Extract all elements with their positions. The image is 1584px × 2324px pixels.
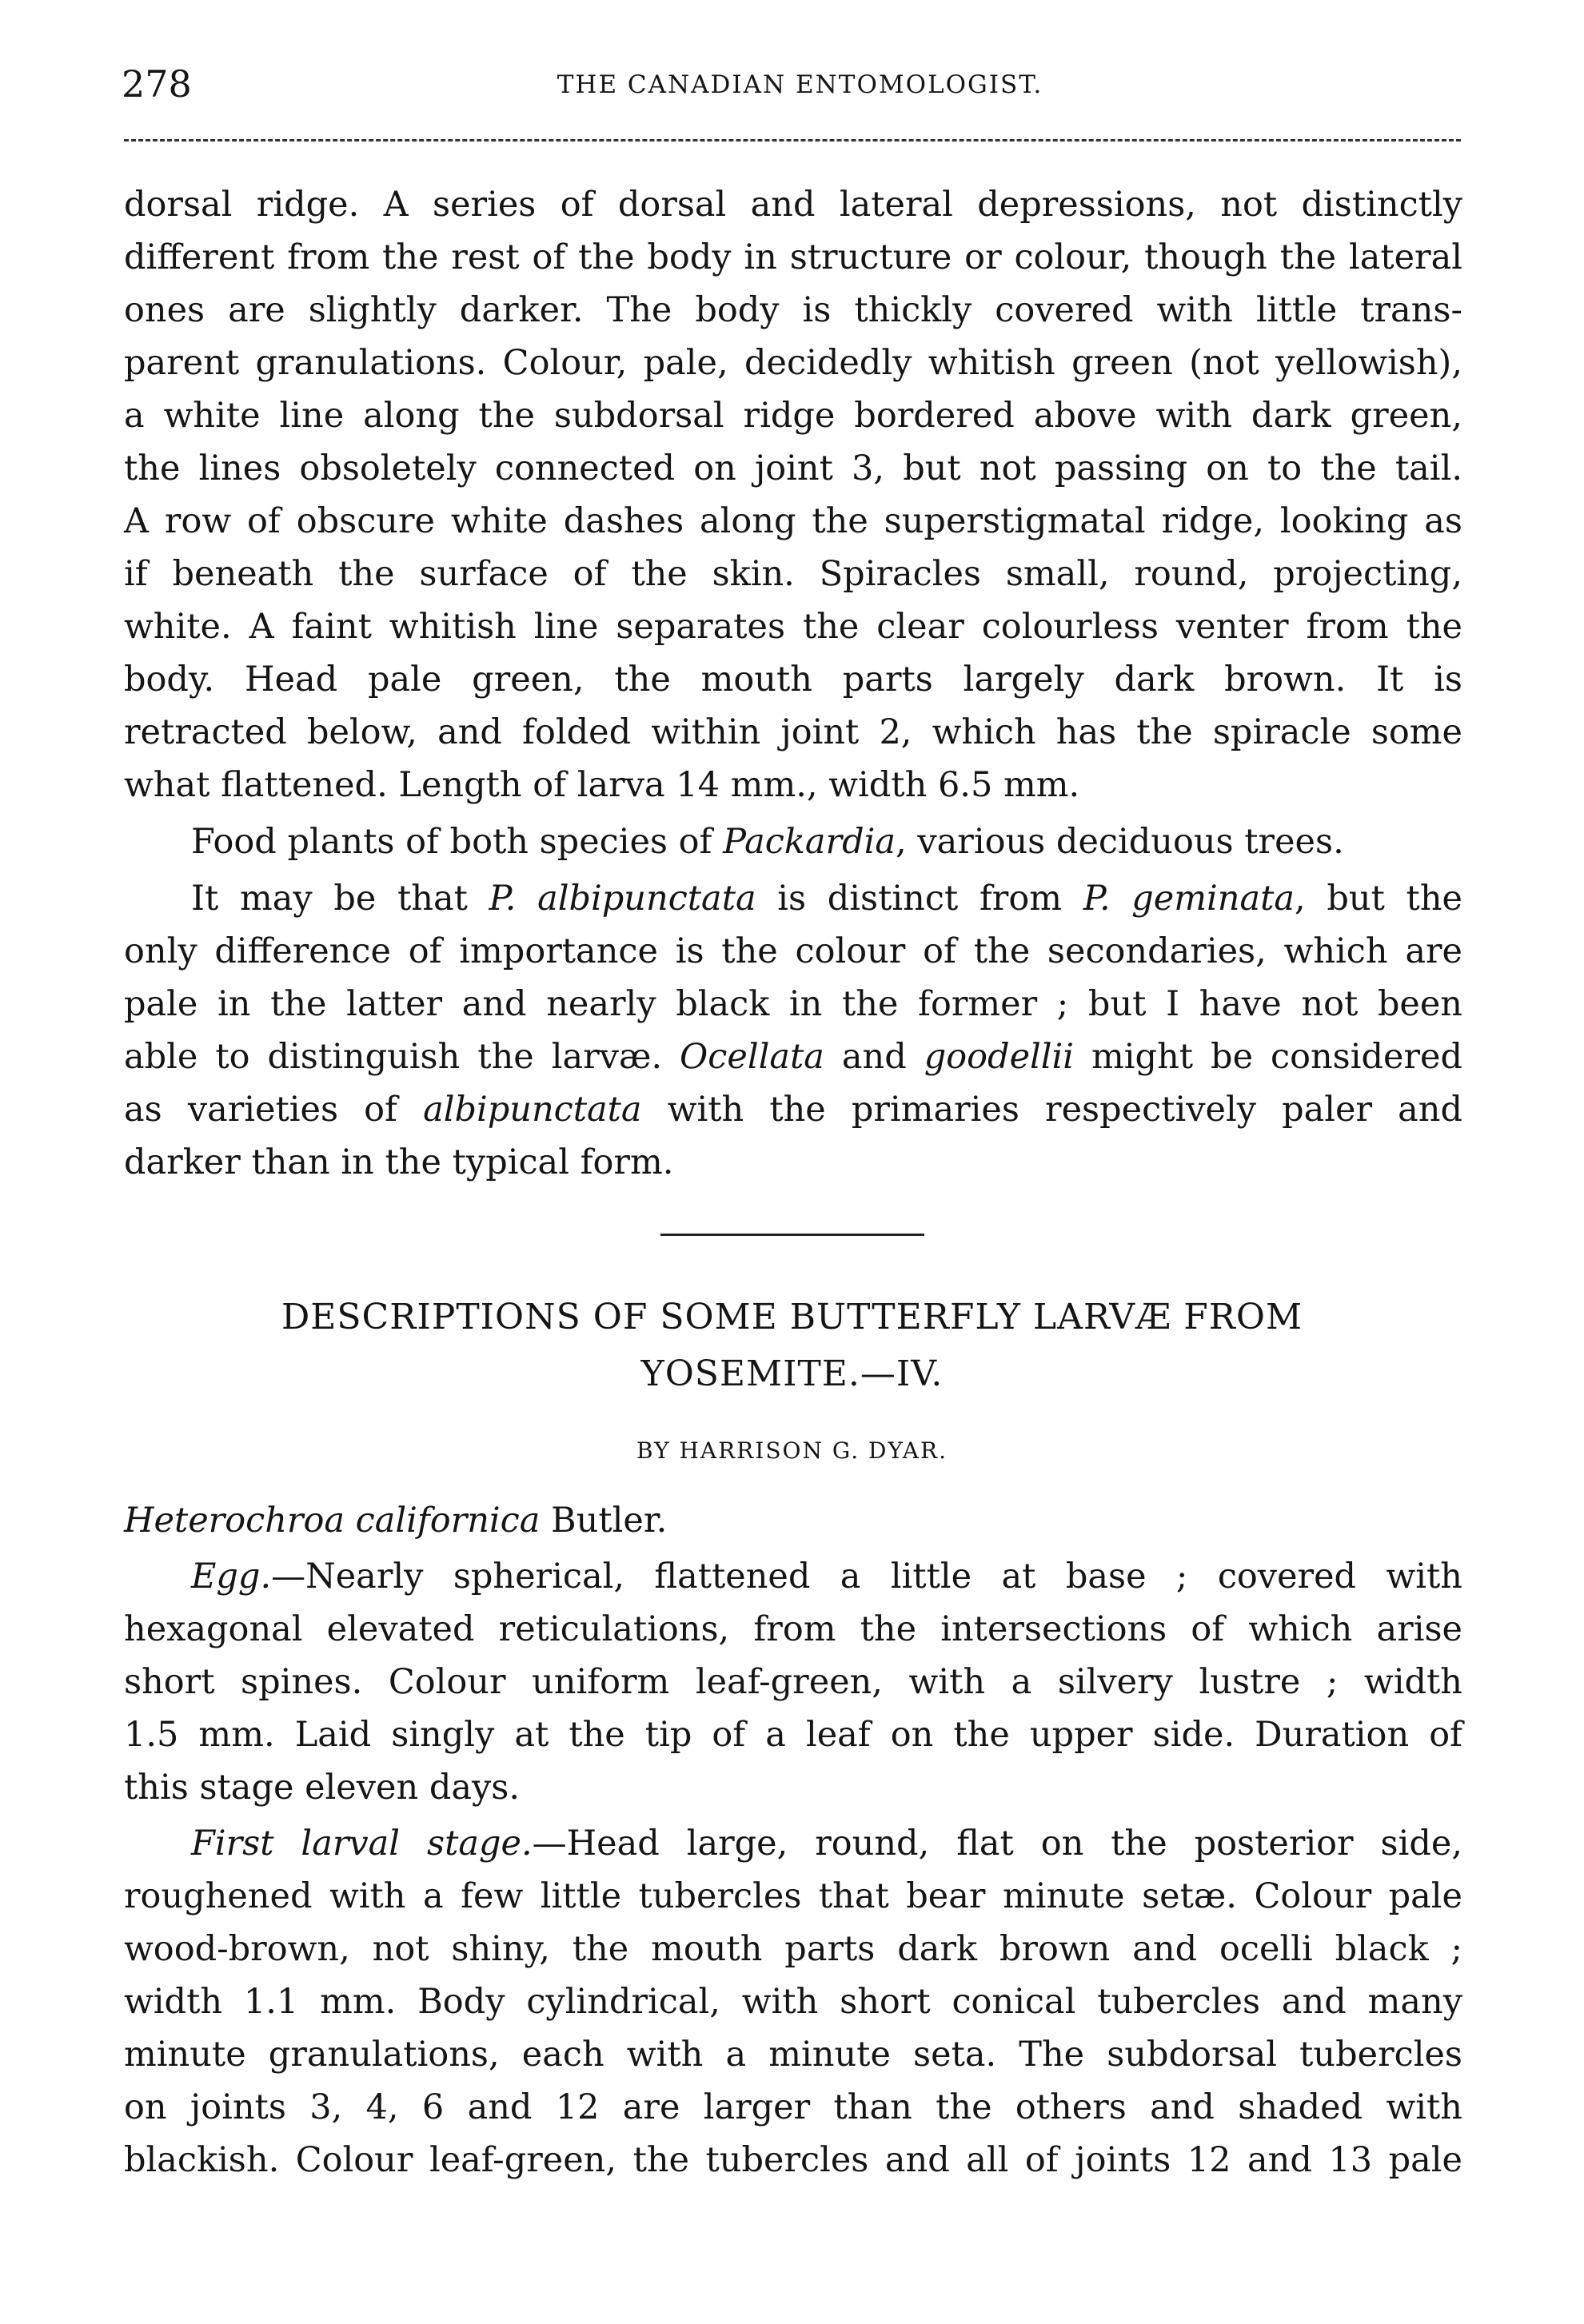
text-line: as varieties of albipunctata with the primaries respectively paler and	[124, 1090, 1462, 1130]
text-line: on joints 3, 4, 6 and 12 are larger than the others and shaded with	[124, 2087, 1462, 2127]
running-title: THE CANADIAN ENTOMOLOGIST.	[557, 70, 1043, 99]
text-line: hexagonal elevated reticulations, from the intersections of which arise	[124, 1609, 1462, 1649]
text-line: roughened with a few little tubercles that bear minute setæ. Colour pale	[124, 1876, 1462, 1916]
egg-label: Egg.	[191, 1557, 272, 1597]
text-line: able to distinguish the larvæ. Ocellata and goodellii might be considered	[124, 1037, 1462, 1077]
text-line: minute granulations, each with a minute seta. The subdorsal tubercles	[124, 2035, 1462, 2075]
text-line: short spines. Colour uniform leaf-green, with a silvery lustre ; width	[124, 1662, 1462, 1702]
text-line: this stage eleven days.	[124, 1768, 521, 1808]
text-line: Egg.—Nearly spherical, flattened a little at base ; covered with	[191, 1557, 1462, 1597]
species-name: P. albipunctata	[489, 879, 756, 919]
text-line: darker than in the typical form.	[124, 1142, 674, 1182]
text-line: white. A faint whitish line separates the clear colourless venter from the	[124, 607, 1462, 647]
stage-label: First larval stage.	[191, 1824, 533, 1864]
species-heading: Heterochroa californica Butler.	[124, 1501, 668, 1541]
text-line: if beneath the surface of the skin. Spiracles small, round, projecting,	[124, 554, 1462, 594]
author-byline: BY HARRISON G. DYAR.	[636, 1437, 948, 1464]
species-name: albipunctata	[423, 1090, 642, 1130]
text-line: only difference of importance is the colour of the secondaries, which are	[124, 931, 1462, 971]
text-line: width 1.1 mm. Body cylindrical, with short conical tubercles and many	[124, 1982, 1462, 2022]
article-body	[124, 0, 1462, 2324]
text-line: pale in the latter and nearly black in the former ; but I have not been	[124, 984, 1462, 1024]
text-line: parent granulations. Colour, pale, decidedly whitish green (not yellowish),	[124, 343, 1462, 383]
text-line: retracted below, and folded within joint 2, which has the spiracle some	[124, 712, 1462, 752]
text-line: the lines obsoletely connected on joint 3, but not passing on to the tail.	[124, 448, 1462, 488]
food-plants-line: Food plants of both species of Packardia, various deciduous trees.	[191, 822, 1344, 862]
genus-name: Packardia	[723, 822, 896, 862]
species-name: goodellii	[924, 1037, 1075, 1077]
text-line: what flattened. Length of larva 14 mm., width 6.5 mm.	[124, 765, 1080, 805]
species-name: P. geminata	[1083, 879, 1295, 919]
text-line: blackish. Colour leaf-green, the tubercles and all of joints 12 and 13 pale	[124, 2140, 1462, 2180]
text-line: dorsal ridge. A series of dorsal and lateral depressions, not distinctly	[124, 185, 1462, 225]
text-line: wood-brown, not shiny, the mouth parts dark brown and ocelli black ;	[124, 1929, 1462, 1969]
species-name: Ocellata	[680, 1037, 824, 1077]
article-title: DESCRIPTIONS OF SOME BUTTERFLY LARVÆ FROM	[281, 1297, 1303, 1337]
page-number: 278	[122, 62, 192, 106]
text-line: different from the rest of the body in structure or colour, though the lateral	[124, 237, 1462, 277]
text-line: ones are slightly darker. The body is thickly covered with little trans-	[124, 290, 1462, 330]
text-line: First larval stage.—Head large, round, flat on the posterior side,	[191, 1824, 1463, 1864]
text-line: 1.5 mm. Laid singly at the tip of a leaf on the upper side. Duration of	[124, 1715, 1462, 1755]
text-line: a white line along the subdorsal ridge bordered above with dark green,	[124, 396, 1462, 436]
text-line: A row of obscure white dashes along the superstigmatal ridge, looking as	[124, 501, 1462, 541]
text-line: body. Head pale green, the mouth parts largely dark brown. It is	[124, 660, 1462, 700]
article-title: YOSEMITE.—IV.	[640, 1353, 944, 1394]
text-line: It may be that P. albipunctata is distinct from P. geminata, but the	[191, 879, 1462, 919]
